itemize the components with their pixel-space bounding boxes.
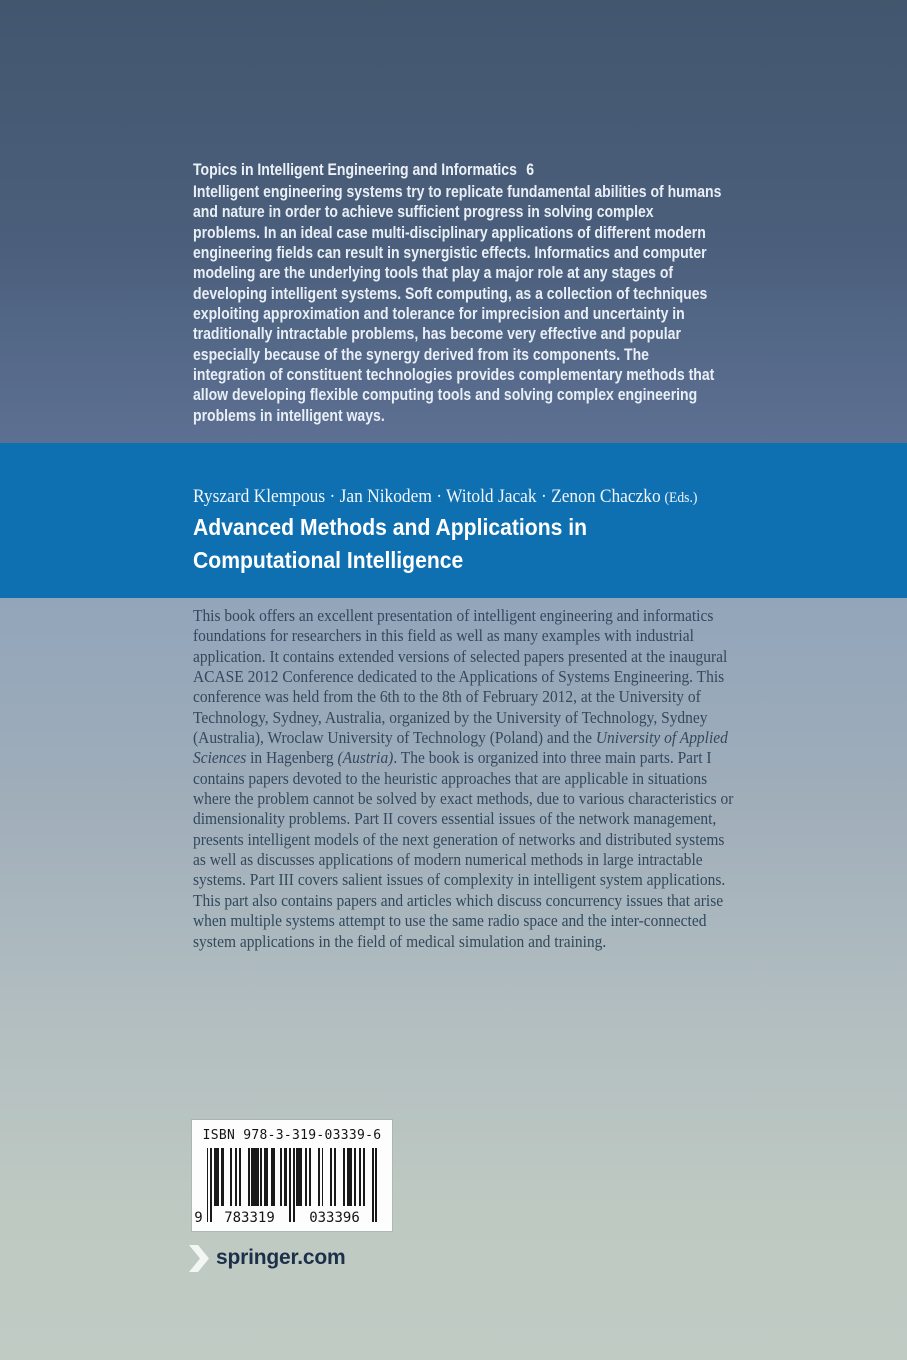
barcode-digits: 033396 (309, 1210, 360, 1226)
series-blurb: Intelligent engineering systems try to replicate fundamental abilities of humans and nature in order to achieve sufficient progress in solving complex problems. In an ideal case multi-disciplinary applications of different modern engineering fields can result in synergistic effects. Informatics and computer modeling are the underlying tools that play a major role at any stages of developing intelligent systems. Soft computing, as a collection of techniques exploiting approximation and tolerance for imprecision and uncertainty in traditionally intractable problems, has become very effective and popular especially because of the synergy derived from its components. The integration of constituent technologies provides complementary methods that allow developing flexible computing tools and solving complex engineering problems in intelligent ways. (193, 183, 722, 425)
isbn-label: ISBN 978-3-319-03339-6 (202, 1128, 382, 1143)
springer-logo (189, 1244, 345, 1272)
book-title: Advanced Methods and Applications in Computational Intelligence (193, 514, 588, 573)
title-banner (0, 443, 907, 598)
series-heading (193, 160, 720, 180)
chevron-right-icon (189, 1245, 209, 1272)
description-text: This book offers an excellent presentation of intelligent engineering and informatics foundations for researchers in this field as well as many examples with industrial application. It contains extended versions of selected papers presented at the inaugural ACASE 2012 Conference dedicated to the Applications of Systems Engineering. This conference was held from the 6th to the 8th of February 2012, at the University of Technology, Sydney, Australia, organized by the University of Technology, Sydney (Australia), Wroclaw University of Technology (Poland) and the (193, 606, 728, 748)
barcode-digits: 783319 (224, 1210, 275, 1226)
description-panel (0, 598, 907, 1360)
book-description (193, 606, 737, 952)
barcode-digits: 9 (194, 1210, 203, 1226)
isbn-barcode-box (192, 1120, 392, 1231)
editors-suffix: (Eds.) (664, 490, 698, 506)
authors-line (193, 487, 697, 508)
series-title: Topics in Intelligent Engineering and Informatics (193, 161, 517, 179)
author-names: Ryszard Klempous · Jan Nikodem · Witold Jacak · Zenon Chaczko (193, 487, 661, 507)
description-text: in Hagenberg (246, 748, 338, 768)
description-italic: (Austria) (337, 748, 394, 768)
series-volume: 6 (526, 161, 535, 179)
springer-site-label: springer.com (216, 1246, 346, 1269)
description-italic: University of Applied Sciences (193, 728, 728, 768)
barcode-wrap (194, 1148, 378, 1228)
description-text: . The book is organized into three main parts. Part I contains papers devoted to the heuristic approaches that are applicable in situations where the problem cannot be solved by exact methods, due to various characteristics or dimensionality problems. Part II covers essential issues of the network management, presents intelligent models of the next generation of networks and distributed systems as well as discusses applications of modern numerical methods in large intractable systems. Part III covers salient issues of complexity in intelligent system applications. This part also contains papers and articles which discuss concurrency issues that arise when multiple systems attempt to use the same radio space and the inter-connected system applications in the field of medical simulation and training. (193, 748, 734, 951)
series-panel (0, 0, 907, 443)
